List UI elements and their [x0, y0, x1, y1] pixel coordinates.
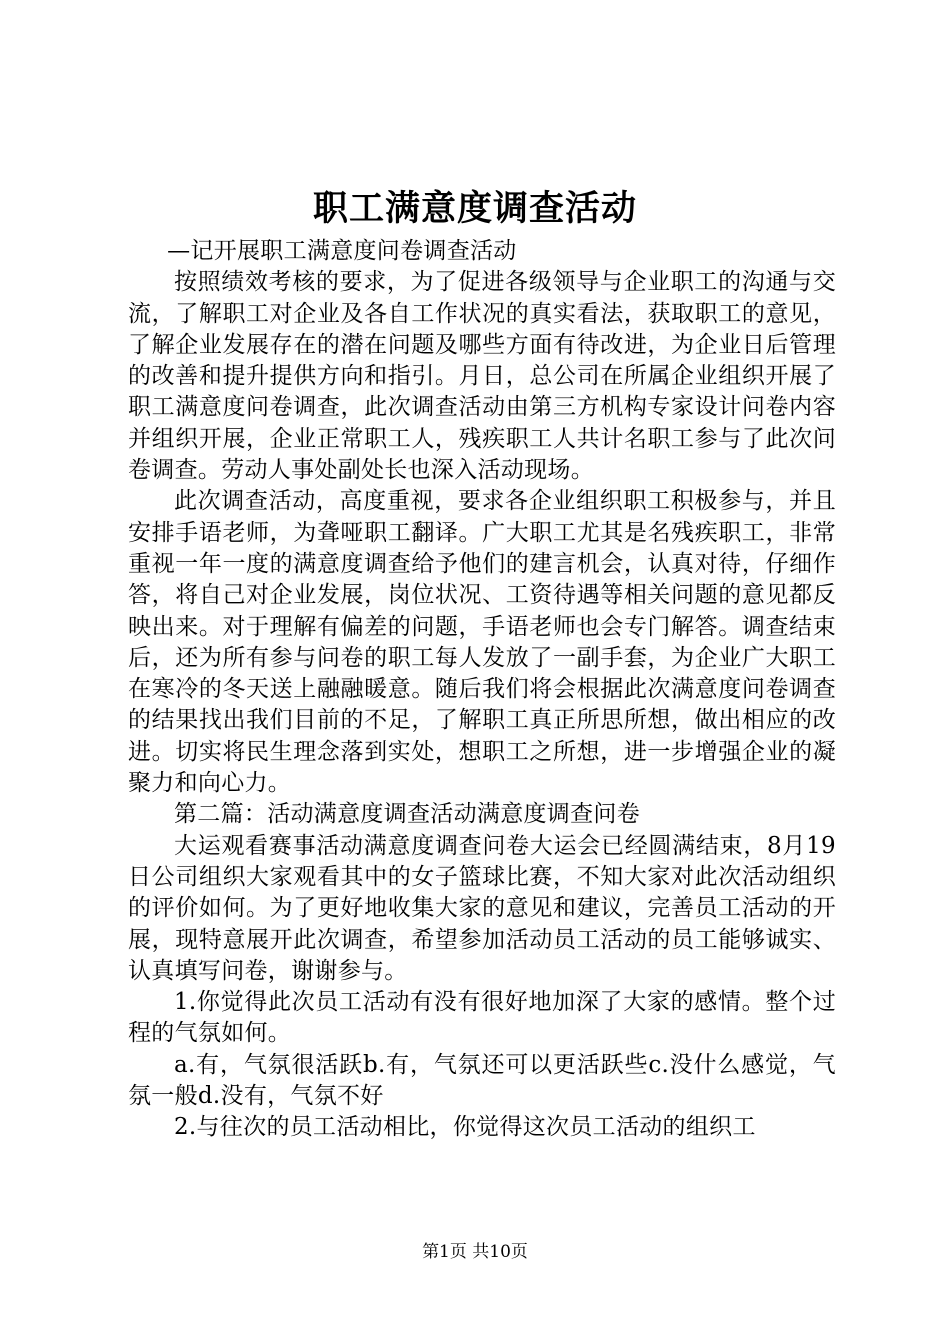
answer-options: a.有，气氛很活跃b.有，气氛还可以更活跃些c.没什么感觉，气氛一般d.没有，气氛不好	[128, 1051, 836, 1110]
document-subtitle: —记开展职工满意度问卷调查活动	[167, 238, 517, 264]
document-body	[128, 236, 836, 1144]
paragraph: 按照绩效考核的要求，为了促进各级领导与企业职工的沟通与交流，了解职工对企业及各自工作状况的真实看法，获取职工的意见，了解企业发展存在的潜在问题及哪些方面有待改进，为企业日后管理的改善和提升提供方向和指引。月日，总公司在所属企业组织开展了职工满意度问卷调查，此次调查活动由第三方机构专家设计问卷内容并组织开展，企业正常职工人，残疾职工人共计名职工参与了此次问卷调查。劳动人事处副处长也深入活动现场。	[128, 269, 836, 484]
page-footer: 第1页 共10页	[422, 1242, 528, 1262]
section-heading: 第二篇：活动满意度调查活动满意度调查问卷	[174, 801, 640, 828]
question: 2.与往次的员工活动相比，你觉得这次员工活动的组织工	[174, 1114, 756, 1141]
paragraph: 此次调查活动，高度重视，要求各企业组织职工积极参与，并且安排手语老师，为聋哑职工翻译。广大职工尤其是名残疾职工，非常重视一年一度的满意度调查给予他们的建言机会，认真对待，仔细作答，将自己对企业发展，岗位状况、工资待遇等相关问题的意见都反映出来。对于理解有偏差的问题，手语老师也会专门解答。调查结束后，还为所有参与问卷的职工每人发放了一副手套，为企业广大职工在寒冷的冬天送上融融暖意。随后我们将会根据此次满意度问卷调查的结果找出我们目前的不足，了解职工真正所思所想，做出相应的改进。切实将民生理念落到实处，想职工之所想，进一步增强企业的凝聚力和向心力。	[128, 488, 836, 797]
question: 1.你觉得此次员工活动有没有很好地加深了大家的感情。整个过程的气氛如何。	[128, 989, 836, 1047]
document-title: 职工满意度调查活动	[312, 188, 637, 229]
paragraph: 大运观看赛事活动满意度调查问卷大运会已经圆满结束，8月19日公司组织大家观看其中的女子篮球比赛，不知大家对此次活动组织的评价如何。为了更好地收集大家的意见和建议，完善员工活动的开展，现特意展开此次调查，希望参加活动员工活动的员工能够诚实、认真填写问卷，谢谢参与。	[128, 832, 836, 984]
